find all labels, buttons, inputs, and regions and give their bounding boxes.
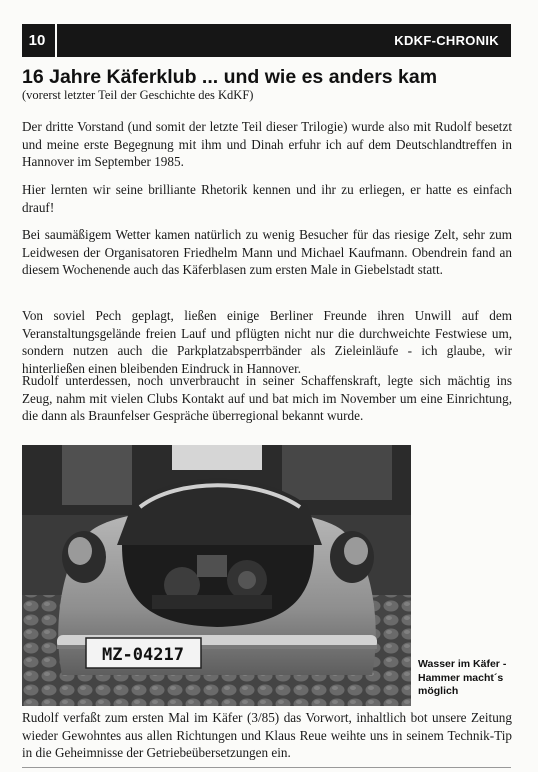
paragraph-6: Rudolf verfaßt zum ersten Mal im Käfer (3/85) das Vorwort, inhaltlich bot unsere Zeitung wieder Gewohntes aus allen Richtungen und Klaus Reue weihte uns in seinem Technik-Tip in die Geheimnisse der Getriebeübersetzungen ein. [22, 710, 512, 761]
paragraph-4: Von soviel Pech geplagt, ließen einige Berliner Freunde ihren Unwill auf dem Veranstaltungsgelände freien Lauf und pflügten nicht nur die durchweichte Festwiese um, sondern nutzen auch die Parkplatzabsperrbänder als Zieleinläufe - ich glaube, wir hinterließen einen bleibenden Eindruck in Hannover. [22, 308, 512, 376]
footer-rule [22, 767, 511, 768]
article-subtitle: (vorerst letzter Teil der Geschichte des KdKF) [22, 88, 254, 102]
header-bar [22, 24, 511, 57]
page-number: 10 [28, 32, 46, 49]
paragraph-5: Rudolf unterdessen, noch unverbraucht in seiner Schaffenskraft, legte sich mächtig ins Zeug, nahm mit vielen Clubs Kontakt auf und bat mich im November um eine Einrichtung, die dann als Braunfelser Gespräche überregional bekannt wurde. [22, 373, 512, 424]
header-divider [55, 24, 57, 57]
beetle-illustration [22, 445, 411, 706]
section-name: KDKF-CHRONIK [394, 33, 499, 48]
car-photo [22, 445, 411, 706]
paragraph-2: Hier lernten wir seine brilliante Rhetorik kennen und ihr zu erliegen, er hatte es einfach drauf! [22, 182, 512, 215]
license-plate-text: MZ-04217 [102, 645, 184, 665]
paragraph-3: Bei saumäßigem Wetter kamen natürlich zu wenig Besucher für das riesige Zelt, sehr zum Leidwesen der Organisatoren Friedhelm Mann und Michael Kaufmann. Obendrein fand an diesem Wochenende auch das Käferblasen zum ersten Male in Giebelstadt statt. [22, 227, 512, 278]
paragraph-1: Der dritte Vorstand (und somit der letzte Teil dieser Trilogie) wurde also mit Rudolf besetzt und meine erste Begegnung mit ihm und Dinah erfuhr ich auf dem Deutschlandtreffen in Hannover im September 1985. [22, 119, 512, 170]
photo-caption: Wasser im Käfer - Hammer macht´s möglich [418, 658, 507, 697]
article-title: 16 Jahre Käferklub ... und wie es anders kam [22, 66, 438, 88]
